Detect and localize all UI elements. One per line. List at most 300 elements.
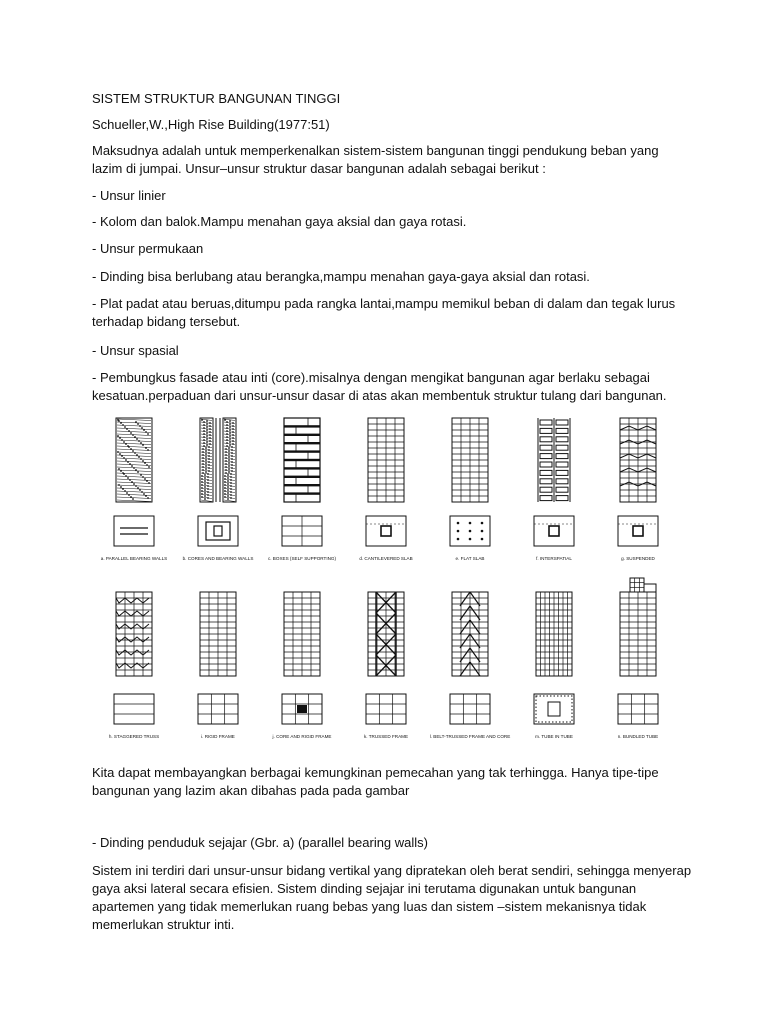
figure-caption-1-1: i. RIGID FRAME	[201, 734, 235, 739]
plan-outline	[114, 694, 154, 724]
figure-caption-0-6: g. SUSPENDED	[621, 556, 655, 561]
stipple-dot	[231, 449, 233, 451]
stipple-dot	[209, 443, 211, 445]
stipple-dot	[138, 456, 140, 458]
bundled-tube-top	[630, 578, 644, 592]
plan-core	[549, 526, 559, 536]
stipple-dot	[128, 430, 130, 432]
staggered-truss	[116, 637, 149, 642]
stipple-dot	[224, 475, 226, 477]
stipple-dot	[202, 469, 204, 471]
stipple-dot	[203, 421, 205, 423]
stipple-dot	[227, 495, 229, 497]
stipple-dot	[132, 434, 134, 436]
plan-outline	[618, 516, 658, 546]
stipple-dot	[226, 436, 228, 438]
stipple-dot	[208, 452, 210, 454]
stipple-dot	[148, 482, 150, 484]
stipple-dot	[125, 459, 127, 461]
stipple-dot	[229, 441, 231, 443]
stipple-dot	[207, 488, 209, 490]
figure-caption-1-4: l. BELT-TRUSSED FRAME AND CORE	[429, 734, 511, 739]
stipple-dot	[204, 492, 206, 494]
stipple-dot	[144, 462, 146, 464]
stipple-dot	[136, 454, 138, 456]
interspatial-box	[540, 445, 552, 450]
belt-truss-diagonal	[470, 648, 480, 662]
stipple-dot	[202, 454, 204, 456]
stipple-dot	[203, 445, 205, 447]
stipple-dot	[131, 465, 133, 467]
stipple-dot	[137, 471, 139, 473]
stipple-dot	[204, 474, 206, 476]
stipple-dot	[226, 421, 228, 423]
stipple-dot	[142, 444, 144, 446]
stipple-dot	[132, 498, 134, 500]
stipple-dot	[205, 471, 207, 473]
stipple-dot	[225, 457, 227, 459]
interspatial-box	[540, 479, 552, 484]
interspatial-box	[540, 420, 552, 425]
stipple-dot	[208, 464, 210, 466]
figure-caption-1-6: n. BUNDLED TUBE	[617, 734, 659, 739]
box-floor	[284, 434, 320, 436]
stipple-dot	[137, 487, 139, 489]
plan-outer-tube	[536, 696, 572, 722]
stipple-dot	[135, 469, 137, 471]
stipple-dot	[130, 432, 132, 434]
stipple-dot	[232, 425, 234, 427]
stipple-dot	[128, 446, 130, 448]
stipple-dot	[124, 490, 126, 492]
plan-outline	[450, 694, 490, 724]
stipple-dot	[232, 431, 234, 433]
stipple-dot	[129, 479, 131, 481]
stipple-dot	[229, 426, 231, 428]
belt-truss-diagonal	[460, 606, 470, 620]
stipple-dot	[227, 492, 229, 494]
interspatial-box	[556, 479, 568, 484]
box-floor	[284, 450, 320, 452]
stipple-dot	[228, 465, 230, 467]
stipple-dot	[207, 476, 209, 478]
structural-systems-figure	[92, 414, 677, 754]
stipple-dot	[228, 462, 230, 464]
stipple-dot	[205, 468, 207, 470]
belt-truss-diagonal	[470, 606, 480, 620]
stipple-dot	[225, 466, 227, 468]
structure-tower-1-2	[282, 592, 322, 724]
staggered-truss	[116, 650, 149, 655]
plan-core-fill	[297, 705, 307, 713]
stipple-dot	[232, 437, 234, 439]
figure-caption-0-4: e. FLAT SLAB	[455, 556, 485, 561]
figure-caption-0-1: b. CORES AND BEARING WALLS	[182, 556, 254, 561]
stipple-dot	[209, 431, 211, 433]
stipple-dot	[206, 444, 208, 446]
stipple-dot	[208, 449, 210, 451]
list-item: - Unsur permukaan	[92, 241, 204, 256]
stipple-dot	[140, 458, 142, 460]
stipple-dot	[147, 497, 149, 499]
stipple-dot	[225, 463, 227, 465]
stipple-dot	[204, 489, 206, 491]
stipple-dot	[230, 485, 232, 487]
stipple-dot	[134, 452, 136, 454]
stipple-dot	[228, 447, 230, 449]
stipple-dot	[225, 469, 227, 471]
staggered-truss	[116, 598, 149, 603]
interspatial-box	[556, 428, 568, 433]
stipple-dot	[207, 494, 209, 496]
stipple-dot	[202, 451, 204, 453]
stipple-dot	[122, 488, 124, 490]
figure-caption-1-5: m. TUBE IN TUBE	[535, 734, 573, 739]
stipple-dot	[202, 466, 204, 468]
stipple-dot	[229, 420, 231, 422]
stipple-dot	[227, 483, 229, 485]
stipple-dot	[125, 443, 127, 445]
stipple-dot	[226, 442, 228, 444]
stipple-dot	[225, 454, 227, 456]
box-floor	[284, 442, 320, 444]
stipple-dot	[208, 467, 210, 469]
stipple-dot	[205, 453, 207, 455]
stipple-dot	[207, 485, 209, 487]
stipple-dot	[140, 442, 142, 444]
stipple-dot	[209, 428, 211, 430]
structure-tower-0-3	[366, 418, 406, 546]
plan-column-dot	[457, 538, 460, 541]
stipple-dot	[207, 479, 209, 481]
stipple-dot	[123, 457, 125, 459]
interspatial-box	[540, 496, 552, 501]
stipple-dot	[203, 427, 205, 429]
stipple-dot	[229, 429, 231, 431]
plan-column-dot	[481, 530, 484, 533]
stipple-dot	[208, 461, 210, 463]
box-floor	[284, 476, 320, 478]
plan-outline	[198, 516, 238, 546]
list-item: - Unsur spasial	[92, 343, 179, 358]
stipple-dot	[227, 474, 229, 476]
stipple-dot	[142, 460, 144, 462]
plan-column-dot	[469, 522, 472, 525]
stipple-dot	[206, 438, 208, 440]
stipple-dot	[205, 450, 207, 452]
stipple-dot	[146, 480, 148, 482]
stipple-dot	[145, 431, 147, 433]
plan-outline	[366, 516, 406, 546]
figure-caption-0-2: c. BOXES (SELF SUPPORTING)	[267, 556, 337, 561]
plan-outline	[618, 694, 658, 724]
stipple-dot	[230, 491, 232, 493]
stipple-dot	[202, 457, 204, 459]
stipple-dot	[201, 490, 203, 492]
interspatial-box	[540, 487, 552, 492]
stipple-dot	[134, 436, 136, 438]
structure-tower-1-6	[618, 578, 658, 724]
stipple-dot	[201, 484, 203, 486]
figure-caption-1-2: j. CORE AND RIGID FRAME	[272, 734, 332, 739]
stipple-dot	[201, 487, 203, 489]
stipple-dot	[228, 453, 230, 455]
section-body-a: Sistem ini terdiri dari unsur-unsur bidang vertikal yang dipratekan oleh berat sendiri, sehingga menyerap gaya aksi lateral secara efisien. Sistem dinding sejajar ini terutama digunakan untuk bangunan apartemen yang tidak memerlukan ruang bebas yang luas dan sistem –sistem mekanisnya tidak memerlukan struktur inti.	[92, 863, 692, 932]
stipple-dot	[118, 484, 120, 486]
stipple-dot	[121, 439, 123, 441]
plan-core	[381, 526, 391, 536]
stipple-dot	[206, 441, 208, 443]
list-item: - Dinding bisa berlubang atau berangka,mampu menahan gaya-gaya aksial dan rotasi.	[92, 269, 590, 284]
stipple-dot	[202, 463, 204, 465]
stipple-dot	[205, 456, 207, 458]
stipple-dot	[126, 492, 128, 494]
stipple-dot	[229, 444, 231, 446]
plan-outline	[366, 694, 406, 724]
structural-systems-drawing	[92, 414, 677, 754]
box-floor	[284, 467, 320, 469]
section-heading-a: - Dinding penduduk sejajar (Gbr. a) (parallel bearing walls)	[92, 835, 429, 850]
staggered-truss	[116, 611, 149, 616]
stipple-dot	[120, 422, 122, 424]
interspatial-box	[540, 462, 552, 467]
stipple-dot	[224, 484, 226, 486]
stipple-dot	[127, 461, 129, 463]
structure-tower-0-2	[282, 418, 322, 546]
plan-outline	[534, 694, 574, 724]
stipple-dot	[229, 435, 231, 437]
stipple-dot	[129, 463, 131, 465]
stipple-dot	[139, 489, 141, 491]
stipple-dot	[207, 491, 209, 493]
plan-column-dot	[469, 530, 472, 533]
interspatial-box	[556, 496, 568, 501]
stipple-dot	[117, 451, 119, 453]
after-figure-paragraph: Kita dapat membayangkan berbagai kemungkinan pemecahan yang tak terhingga. Hanya tipe-tipe bangunan yang lazim akan dibahas pada pada gambar	[92, 765, 659, 798]
interspatial-box	[556, 470, 568, 475]
stipple-dot	[204, 498, 206, 500]
stipple-dot	[148, 466, 150, 468]
stipple-dot	[123, 473, 125, 475]
interspatial-box	[540, 470, 552, 475]
stipple-dot	[230, 476, 232, 478]
stipple-dot	[120, 470, 122, 472]
stipple-dot	[226, 424, 228, 426]
stipple-dot	[201, 493, 203, 495]
stipple-dot	[224, 490, 226, 492]
stipple-dot	[133, 483, 135, 485]
stipple-dot	[230, 494, 232, 496]
interspatial-box	[540, 454, 552, 459]
stipple-dot	[202, 448, 204, 450]
stipple-dot	[119, 437, 121, 439]
stipple-dot	[146, 464, 148, 466]
bundled-tube-top	[644, 584, 656, 592]
stipple-dot	[204, 486, 206, 488]
stipple-dot	[204, 480, 206, 482]
stipple-dot	[201, 475, 203, 477]
stipple-dot	[207, 473, 209, 475]
stipple-dot	[228, 468, 230, 470]
stipple-dot	[132, 450, 134, 452]
structure-tower-0-1	[198, 418, 238, 546]
stipple-dot	[229, 432, 231, 434]
stipple-dot	[230, 479, 232, 481]
figure-caption-0-5: f. INTERSPATIAL	[536, 556, 572, 561]
stipple-dot	[117, 435, 119, 437]
stipple-dot	[135, 421, 137, 423]
stipple-dot	[224, 496, 226, 498]
figure-caption-0-3: d. CANTILEVERED SLAB	[359, 556, 413, 561]
interspatial-box	[556, 437, 568, 442]
stipple-dot	[120, 486, 122, 488]
stipple-dot	[203, 436, 205, 438]
stipple-dot	[209, 437, 211, 439]
stipple-dot	[143, 493, 145, 495]
stipple-dot	[118, 420, 120, 422]
stipple-dot	[232, 428, 234, 430]
stipple-dot	[224, 478, 226, 480]
box-floor	[284, 459, 320, 461]
stipple-dot	[227, 489, 229, 491]
stipple-dot	[201, 481, 203, 483]
stipple-dot	[230, 497, 232, 499]
stipple-dot	[133, 467, 135, 469]
interspatial-box	[540, 437, 552, 442]
stipple-dot	[204, 483, 206, 485]
structure-tower-1-5	[534, 592, 574, 724]
stipple-dot	[207, 497, 209, 499]
stipple-dot	[145, 495, 147, 497]
stipple-dot	[225, 472, 227, 474]
stipple-dot	[147, 433, 149, 435]
stipple-dot	[208, 470, 210, 472]
stipple-dot	[226, 430, 228, 432]
stipple-dot	[130, 448, 132, 450]
plan-core	[633, 526, 643, 536]
stipple-dot	[141, 491, 143, 493]
stipple-dot	[225, 448, 227, 450]
stipple-dot	[202, 460, 204, 462]
stipple-dot	[201, 419, 203, 421]
stipple-dot	[231, 467, 233, 469]
box-floor	[284, 425, 320, 427]
stipple-dot	[228, 456, 230, 458]
stipple-dot	[231, 452, 233, 454]
stipple-dot	[205, 462, 207, 464]
stipple-dot	[230, 488, 232, 490]
stipple-dot	[227, 486, 229, 488]
stipple-dot	[124, 426, 126, 428]
list-item: - Pembungkus fasade atau inti (core).misalnya dengan mengikat bangunan agar berlaku sebagai kesatuan.perpaduan dari unsur-unsur dasar di atas akan membentuk struktur tulang dari bangunan.	[92, 370, 667, 403]
stipple-dot	[122, 424, 124, 426]
stipple-dot	[206, 423, 208, 425]
page-title: SISTEM STRUKTUR BANGUNAN TINGGI	[92, 91, 341, 106]
stipple-dot	[209, 422, 211, 424]
stipple-dot	[137, 423, 139, 425]
stipple-dot	[204, 477, 206, 479]
stipple-dot	[142, 476, 144, 478]
plan-column-dot	[481, 538, 484, 541]
stipple-dot	[225, 451, 227, 453]
stipple-dot	[228, 459, 230, 461]
stipple-dot	[203, 430, 205, 432]
stipple-dot	[208, 446, 210, 448]
list-item: - Kolom dan balok.Mampu menahan gaya aksial dan gaya rotasi.	[92, 214, 467, 229]
stipple-dot	[226, 433, 228, 435]
stipple-dot	[128, 494, 130, 496]
stipple-dot	[206, 429, 208, 431]
structure-tower-0-0	[114, 418, 154, 546]
stipple-dot	[204, 495, 206, 497]
figure-caption-1-0: h. STAGGERED TRUSS	[108, 734, 160, 739]
stipple-dot	[135, 485, 137, 487]
stipple-dot	[231, 455, 233, 457]
interspatial-box	[556, 487, 568, 492]
structure-tower-1-3	[366, 592, 406, 724]
stipple-dot	[145, 447, 147, 449]
stipple-dot	[231, 470, 233, 472]
stipple-dot	[143, 429, 145, 431]
list-item: - Plat padat atau beruas,ditumpu pada rangka lantai,mampu memikul beban di dalam dan tegak lurus terhadap bidang tersebut.	[92, 296, 676, 329]
stipple-dot	[224, 481, 226, 483]
stipple-dot	[147, 449, 149, 451]
structure-tower-0-4	[450, 418, 490, 546]
stipple-dot	[141, 427, 143, 429]
stipple-dot	[227, 477, 229, 479]
interspatial-box	[556, 420, 568, 425]
plan-outline	[198, 694, 238, 724]
stipple-dot	[206, 435, 208, 437]
stipple-dot	[205, 447, 207, 449]
stipple-dot	[228, 471, 230, 473]
stipple-dot	[201, 496, 203, 498]
stipple-dot	[126, 428, 128, 430]
list-item: - Unsur linier	[92, 188, 166, 203]
stipple-dot	[209, 440, 211, 442]
stipple-dot	[127, 477, 129, 479]
box-floor	[284, 492, 320, 494]
stipple-dot	[226, 427, 228, 429]
stipple-dot	[231, 458, 233, 460]
structure-tower-1-1	[198, 592, 238, 724]
stipple-dot	[118, 468, 120, 470]
plan-column-dot	[457, 522, 460, 525]
stipple-dot	[209, 425, 211, 427]
stipple-dot	[207, 482, 209, 484]
stipple-dot	[125, 475, 127, 477]
reference-line: Schueller,W.,High Rise Building(1977:51)	[92, 117, 330, 132]
interspatial-box	[556, 454, 568, 459]
stipple-dot	[201, 478, 203, 480]
stipple-dot	[209, 434, 211, 436]
stipple-dot	[227, 498, 229, 500]
stipple-dot	[203, 433, 205, 435]
plan-core	[214, 526, 222, 536]
interspatial-box	[556, 462, 568, 467]
stipple-dot	[208, 458, 210, 460]
stipple-dot	[206, 420, 208, 422]
plan-outline	[114, 516, 154, 546]
plan-column-dot	[481, 522, 484, 525]
stipple-dot	[121, 455, 123, 457]
stipple-dot	[123, 441, 125, 443]
plan-core	[206, 522, 230, 540]
plan-outline	[534, 516, 574, 546]
stipple-dot	[231, 464, 233, 466]
stipple-dot	[226, 439, 228, 441]
structure-tower-0-5	[534, 418, 574, 546]
